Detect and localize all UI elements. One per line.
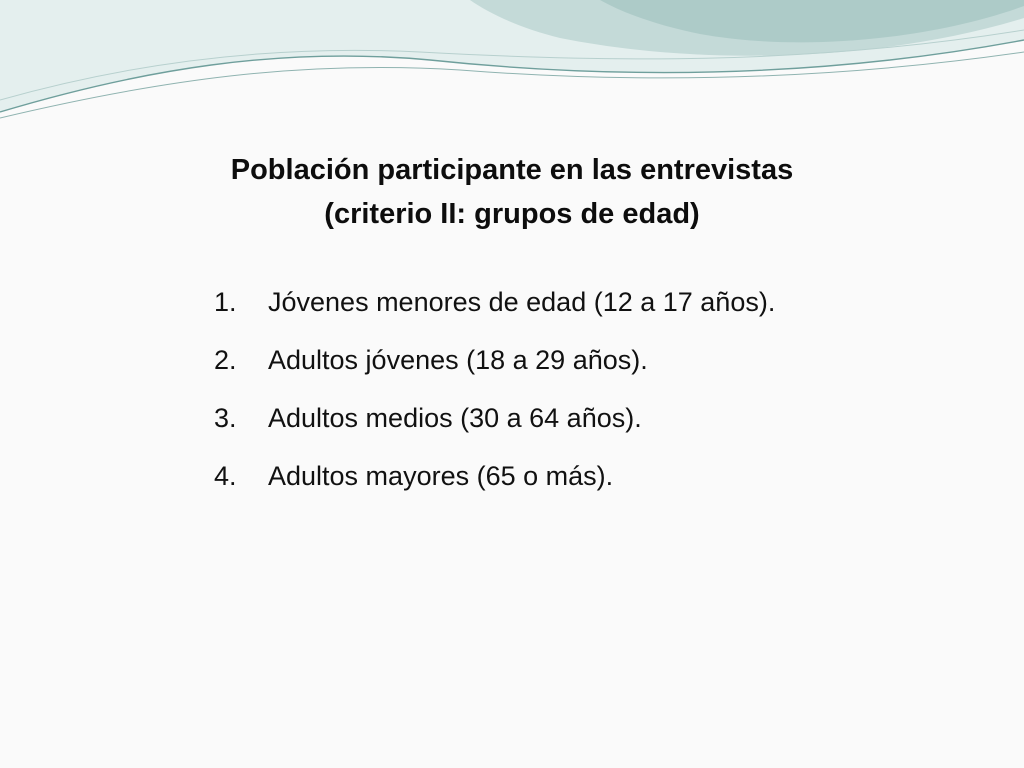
list-item <box>214 450 775 508</box>
list-item <box>214 392 775 450</box>
list-item-text: Jóvenes menores de edad (12 a 17 años). <box>268 287 776 317</box>
list-item-number: 4. <box>214 461 237 491</box>
slide-title-line-2: (criterio II: grupos de edad) <box>324 198 700 230</box>
age-group-list <box>214 276 775 508</box>
list-item-number: 2. <box>214 345 237 375</box>
list-item <box>214 276 775 334</box>
list-item-number: 3. <box>214 403 237 433</box>
list-item-text: Adultos medios (30 a 64 años). <box>268 403 642 433</box>
slide-title-line-1: Población participante en las entrevistas <box>230 154 794 186</box>
list-item-text: Adultos jóvenes (18 a 29 años). <box>268 345 648 375</box>
slide-title <box>0 148 1024 236</box>
list-item-number: 1. <box>214 287 237 317</box>
list-item <box>214 334 775 392</box>
decorative-wave-header <box>0 0 1024 130</box>
list-item-text: Adultos mayores (65 o más). <box>268 461 614 491</box>
